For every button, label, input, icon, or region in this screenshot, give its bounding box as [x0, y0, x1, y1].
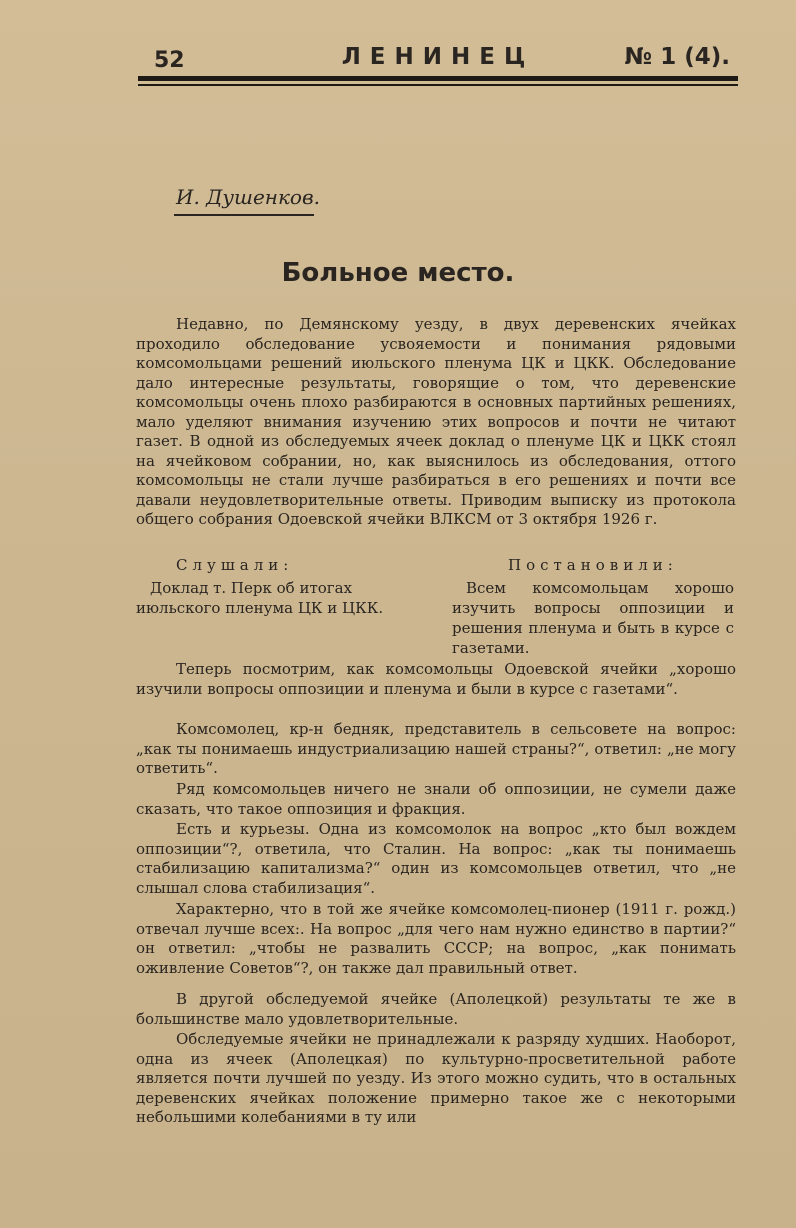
protocol-resolved-text: Всем комсомольцам хорошо изучить вопросы оппозиции и решения пленума и быть в курсе с газетами.	[452, 579, 734, 657]
paragraph-3: Комсомолец, кр-н бедняк, представитель в сельсовете на вопрос: „как ты понимаешь индустриализацию нашей страны?“, ответил: „не могу ответить“.	[136, 720, 736, 777]
paragraph-intro: Недавно, по Демянскому уезду, в двух деревенских ячейках проходило обследование усвояемости и понимания рядовыми комсомольцами решений июльского пленума ЦК и ЦКК. Обследование дало интересные результаты, говорящие о том, что деревенские комсомольцы очень плохо разбираются в основных партийных решениях, мало уделяют внимания изучению этих вопросов и почти не читают газет. В одной из обследуемых ячеек доклад о пленуме ЦК и ЦКК стоял на ячейковом собрании, но, как выяснилось из обследования, оттого комсомольцы не стали лучше разбираться в его решениях и почти все давали неудовлетворительные ответы. Приводим выписку из протокола общего собрания Одоевской ячейки ВЛКСМ от 3 октября 1926 г.	[136, 315, 736, 528]
paragraph-5: Есть и курьезы. Одна из комсомолок на вопрос „кто был вождем оппозиции“?, ответила, что Сталин. На вопрос: „как ты понимаешь стабилизацию капитализма?“ один из комсомольцев ответил, что „не слышал слова стабилизация“.	[136, 820, 736, 897]
paragraph-7: В другой обследуемой ячейке (Аполецкой) результаты те же в большинстве мало удовлетворительные.	[136, 990, 736, 1028]
header-rule-thick	[138, 76, 738, 81]
page-header	[138, 40, 738, 88]
protocol-resolved-label: Постановили:	[508, 556, 678, 574]
header-rule-thin	[138, 84, 738, 86]
article-title: Больное место.	[281, 258, 515, 288]
author-underline	[174, 214, 314, 216]
paragraph-8: Обследуемые ячейки не принадлежали к разряду худших. Наоборот, одна из ячеек (Аполецкая) по культурно-просветительной работе является почти лучшей по уезду. Из этого можно судить, что в остальных деревенских ячейках положение примерно такое же с некоторыми небольшими колебаниями в ту или	[136, 1030, 736, 1126]
paragraph-2: Теперь посмотрим, как комсомольцы Одоевской ячейки „хорошо изучили вопросы оппозиции и пленума и были в курсе с газетами“.	[136, 660, 736, 698]
paragraph-4: Ряд комсомольцев ничего не знали об оппозиции, не сумели даже сказать, что такое оппозиция и фракция.	[136, 780, 736, 818]
issue-number: № 1 (4).	[624, 44, 730, 70]
protocol-heard-text: Доклад т. Перк об итогах июльского пленума ЦК и ЦКК.	[136, 579, 384, 617]
page-number: 52	[154, 48, 185, 73]
paragraph-6: Характерно, что в той же ячейке комсомолец-пионер (1911 г. рожд.) отвечал лучше всех:. На вопрос „для чего нам нужно единство в партии?“ он ответил: „чтобы не развалить СССР; на вопрос, „как понимать оживление Советов“?, он также дал правильный ответ.	[136, 900, 736, 977]
journal-title: ЛЕНИНЕЦ	[341, 44, 535, 70]
protocol-heard-label: Слушали:	[176, 556, 294, 574]
article-author: И. Душенков.	[176, 185, 320, 209]
